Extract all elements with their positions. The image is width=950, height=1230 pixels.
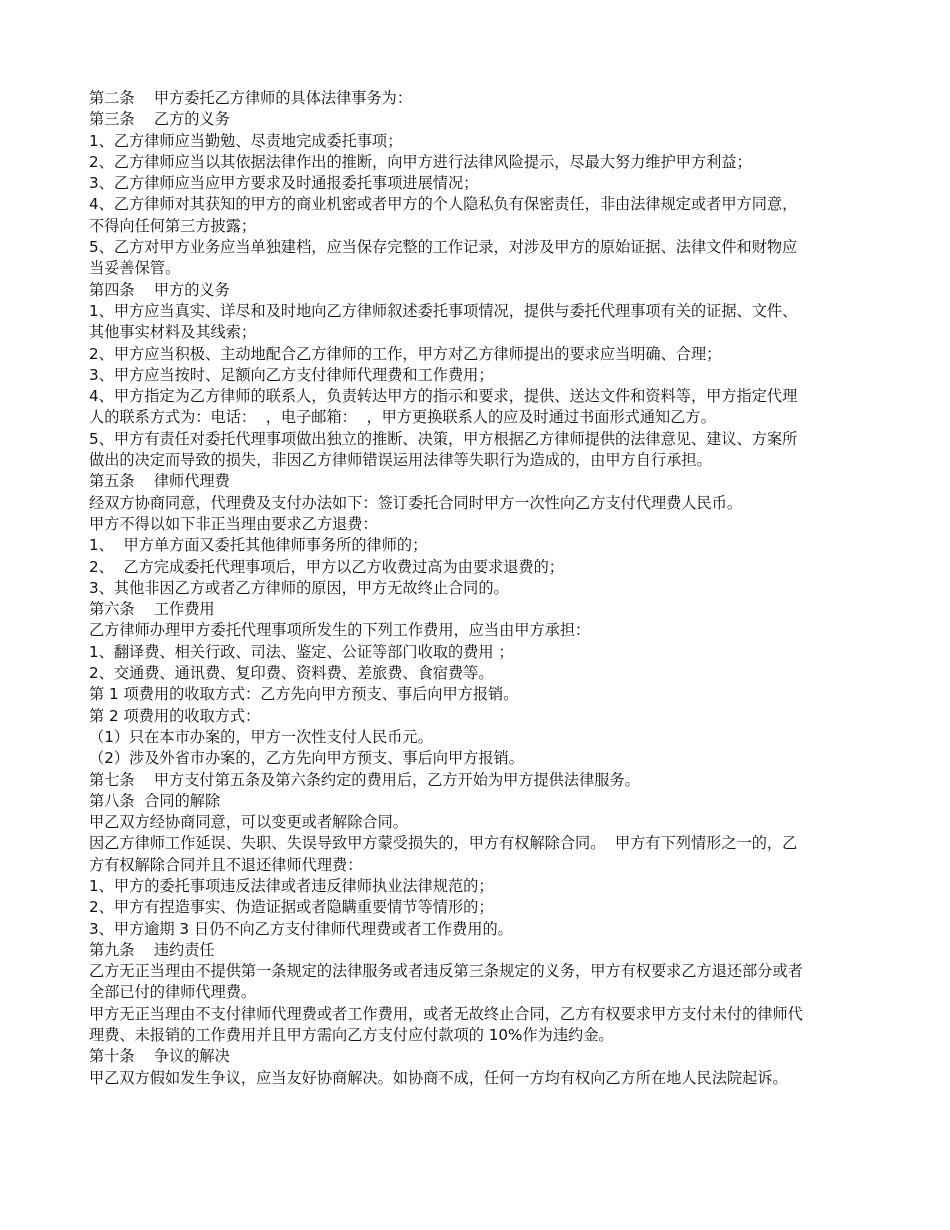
article-3-heading: 第三条 乙方的义务 (89, 110, 230, 129)
article-8-item-1: 1、甲方的委托事项违反法律或者违反律师执业法律规范的； (89, 876, 494, 895)
article-6-fee-1-method: 第 1 项费用的收取方式：乙方先向甲方预支、事后向甲方报销。 (89, 685, 519, 704)
article-4-item-5: 5、甲方有责任对委托代理事项做出独立的推断、决策，甲方根据乙方律师提供的法律意见、建议、方案所 (89, 429, 798, 448)
article-3-item-3: 3、乙方律师应当应甲方要求及时通报委托事项进展情况； (89, 174, 479, 193)
article-8-paragraph-1: 甲乙双方经协商同意，可以变更或者解除合同。 (89, 813, 408, 832)
article-4-item-2: 2、甲方应当积极、主动地配合乙方律师的工作，甲方对乙方律师提出的要求应当明确、合理； (89, 344, 722, 363)
article-6-paragraph: 乙方律师办理甲方委托代理事项所发生的下列工作费用，应当由甲方承担： (89, 621, 591, 640)
article-10-paragraph: 甲乙双方假如发生争议，应当友好协商解决。如协商不成，任何一方均有权向乙方所在地人民法院起诉。 (89, 1068, 788, 1087)
article-8-heading: 第八条 合同的解除 (89, 791, 221, 810)
article-9-paragraph-2: 甲方无正当理由不支付律师代理费或者工作费用，或者无故终止合同，乙方有权要求甲方支付未付的律师代 (89, 1004, 803, 1023)
article-8-item-3: 3、甲方逾期 3 日仍不向乙方支付律师代理费或者工作费用的。 (89, 919, 513, 938)
article-10-heading: 第十条 争议的解决 (89, 1047, 230, 1066)
article-6-fee-2-method: 第 2 项费用的收取方式： (89, 706, 261, 725)
article-8-paragraph-2: 因乙方律师工作延误、失职、失误导致甲方蒙受损失的，甲方有权解除合同。 甲方有下列情形之一的，乙 (89, 834, 798, 853)
article-8-item-2: 2、甲方有捏造事实、伪造证据或者隐瞒重要情节等情形的； (89, 898, 494, 917)
article-9-paragraph-1-cont: 全部已付的律师代理费。 (89, 983, 257, 1002)
article-7-heading: 第七条 甲方支付第五条及第六条约定的费用后，乙方开始为甲方提供法律服务。 (89, 770, 640, 789)
article-6-fee-2-sub-2: （2）涉及外省市办案的，乙方先向甲方预支、事后向甲方报销。 (89, 749, 524, 768)
article-9-paragraph-2-cont: 理费、未报销的工作费用并且甲方需向乙方支付应付款项的 10%作为违约金。 (89, 1026, 614, 1045)
article-4-heading: 第四条 甲方的义务 (89, 280, 230, 299)
article-5-heading: 第五条 律师代理费 (89, 472, 230, 491)
contract-document (89, 88, 864, 1089)
article-3-item-4: 4、乙方律师对其获知的甲方的商业机密或者甲方的个人隐私负有保密责任，非由法律规定或者甲方同意， (89, 195, 798, 214)
article-6-heading: 第六条 工作费用 (89, 600, 215, 619)
article-4-item-5-cont: 做出的决定而导致的损失，非因乙方律师错误运用法律等失职行为造成的，由甲方自行承担。 (89, 451, 712, 470)
article-6-item-1: 1、翻译费、相关行政、司法、鉴定、公证等部门收取的费用 ； (89, 642, 514, 661)
article-6-item-2: 2、交通费、通讯费、复印费、资料费、差旅费、食宿费等。 (89, 664, 494, 683)
article-9-heading: 第九条 违约责任 (89, 940, 215, 959)
article-4-item-3: 3、甲方应当按时、足额向乙方支付律师代理费和工作费用； (89, 365, 494, 384)
article-3-item-1: 1、乙方律师应当勤勉、尽责地完成委托事项； (89, 131, 403, 150)
article-5-item-2: 2、 乙方完成委托代理事项后，甲方以乙方收费过高为由要求退费的； (89, 557, 564, 576)
article-5-item-1: 1、 甲方单方面又委托其他律师事务所的律师的； (89, 536, 428, 555)
article-9-paragraph-1: 乙方无正当理由不提供第一条规定的法律服务或者违反第三条规定的义务，甲方有权要求乙方退还部分或者 (89, 962, 803, 981)
article-4-item-4-cont: 人的联系方式为：电话： ，电子邮箱： ，甲方更换联系人的应及时通过书面形式通知乙方。 (89, 408, 716, 427)
article-4-item-1-cont: 其他事实材料及其线索； (89, 323, 257, 342)
article-5-paragraph: 经双方协商同意，代理费及支付办法如下：签订委托合同时甲方一次性向乙方支付代理费人民币。 (89, 493, 743, 512)
article-5-item-3: 3、其他非因乙方或者乙方律师的原因，甲方无故终止合同的。 (89, 578, 509, 597)
article-6-fee-2-sub-1: （1）只在本市办案的，甲方一次性支付人民币元。 (89, 727, 433, 746)
article-3-item-2: 2、乙方律师应当以其依据法律作出的推断，向甲方进行法律风险提示，尽最大努力维护甲方利益； (89, 152, 752, 171)
article-3-item-5: 5、乙方对甲方业务应当单独建档，应当保存完整的工作记录，对涉及甲方的原始证据、法律文件和财物应 (89, 238, 798, 257)
article-4-item-4: 4、甲方指定为乙方律师的联系人，负责转达甲方的指示和要求，提供、送达文件和资料等，甲方指定代理 (89, 387, 798, 406)
article-4-item-1: 1、甲方应当真实、详尽和及时地向乙方律师叙述委托事项情况，提供与委托代理事项有关的证据、文件、 (89, 301, 798, 320)
article-3-item-4-cont: 不得向任何第三方披露； (89, 216, 257, 235)
article-2-heading: 第二条 甲方委托乙方律师的具体法律事务为： (89, 89, 413, 107)
article-8-paragraph-2-cont: 方有权解除合同并且不退还律师代理费： (89, 855, 363, 874)
article-3-item-5-cont: 当妥善保管。 (89, 259, 181, 278)
article-5-refund-intro: 甲方不得以如下非正当理由要求乙方退费： (89, 514, 378, 533)
